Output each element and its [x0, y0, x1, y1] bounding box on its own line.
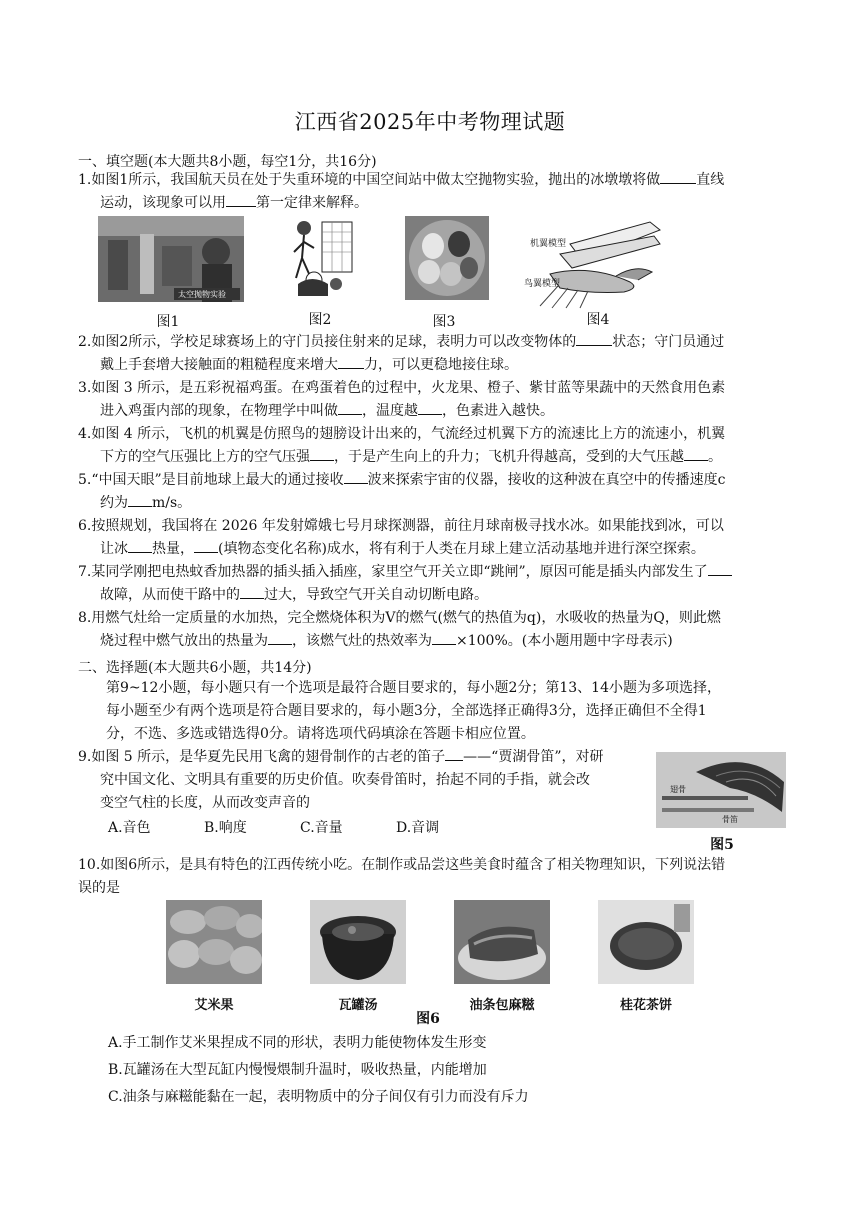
- q6-text: 6.按照规划，我国将在 2026 年发射嫦娥七号月球探测器，前往月球南极寻找水冰。如果能找到冰，可以: [78, 518, 724, 534]
- question-5: [78, 469, 790, 515]
- q7-text-2b: 过大，导致空气开关自动切断电路。: [264, 587, 488, 603]
- figure-5-bone-flute-photo: [656, 752, 786, 828]
- q5-text-2: 约为: [100, 495, 128, 511]
- q1-text: 1.如图1所示，我国航天员在处于失重环境的中国空间站中做太空抛物实验，抛出的冰墩墩将做: [78, 172, 661, 188]
- q2-text-2: 戴上手套增大接触面的粗糙程度来增大: [100, 357, 338, 373]
- figure-6-youtiaobaomaci-photo: [454, 900, 550, 984]
- figure-1-caption: 图1: [156, 314, 180, 330]
- answer-blank: [684, 446, 708, 461]
- q8-text-2b: ，该燃气灶的热效率为: [292, 633, 432, 649]
- figure-2-goalkeeper-drawing: [288, 214, 356, 302]
- question-3: [78, 377, 790, 423]
- answer-blank: [660, 169, 696, 184]
- q10-option-a: A.手工制作艾米果捏成不同的形状，表明力能使物体发生形变: [108, 1035, 487, 1051]
- q3-text: 3.如图 3 所示，是五彩祝福鸡蛋。在鸡蛋着色的过程中，火龙果、橙子、紫甘蓝等果蔬中的天然食用色素: [78, 380, 726, 396]
- figure-6-guihuachabing-photo: [598, 900, 694, 984]
- question-1: [78, 169, 790, 215]
- q4-text: 4.如图 4 所示，飞机的机翼是仿照鸟的翅膀设计出来的，气流经过机翼下方的流速比上方的流速小，机翼: [78, 426, 726, 442]
- q8-text-2: 烧过程中燃气放出的热量为: [100, 633, 268, 649]
- section-choice-heading: 二、选择题(本大题共6小题，共14分): [78, 660, 312, 676]
- q9-text-3: 变空气柱的长度，从而改变声音的: [100, 795, 310, 811]
- question-7: [78, 561, 790, 607]
- instr-line-3: 分，不选、多选或错选得0分。请将选项代码填涂在答题卡相应位置。: [106, 726, 535, 742]
- food-label-youtiaobaomaci: 油条包麻糍: [469, 998, 535, 1013]
- q2-text-2b: 力，可以更稳地接住球。: [364, 357, 518, 373]
- figure-4-caption: 图4: [586, 312, 610, 328]
- figure-3-caption: 图3: [432, 314, 456, 330]
- figure-6-aimiguo-photo: [166, 900, 262, 984]
- choice-instructions: [106, 677, 790, 746]
- q5-text: 5.“中国天眼”是目前地球上最大的通过接收: [78, 472, 344, 488]
- answer-blank: [338, 400, 362, 415]
- q3-text-2b: ，温度越: [362, 403, 418, 419]
- q6-text-2c: (填物态变化名称)成水，将有利于人类在月球上建立活动基地并进行深空探索。: [218, 541, 705, 557]
- question-2: [78, 331, 790, 377]
- q8-text-2c: ×100%。(本小题用题中字母表示): [456, 633, 673, 649]
- q4-text-2: 下方的空气压强比上方的空气压强: [100, 449, 310, 465]
- answer-blank: [128, 538, 152, 553]
- answer-blank: [194, 538, 218, 553]
- figure-1-space-station-photo: [98, 216, 244, 302]
- q4-text-2c: 。: [708, 449, 722, 465]
- answer-blank: [576, 331, 612, 346]
- figure-4-label-wing-model: 机翼模型: [530, 239, 567, 249]
- q10-text: 10.如图6所示，是具有特色的江西传统小吃。在制作或品尝这些美食时蕴含了相关物理知识，下列说法错: [78, 857, 726, 873]
- q3-text-2c: ，色素进入越快。: [442, 403, 554, 419]
- answer-blank: [226, 192, 256, 207]
- q5-text-2b: m/s。: [152, 495, 192, 511]
- q10-option-c: C.油条与麻糍能黏在一起，表明物质中的分子间仅有引力而没有斥力: [108, 1089, 529, 1105]
- food-label-guihuachabing: 桂花茶饼: [619, 998, 672, 1013]
- question-9: [78, 746, 648, 815]
- q2-text-b: 状态；守门员通过: [612, 334, 725, 350]
- q2-text: 2.如图2所示，学校足球赛场上的守门员接住射来的足球，表明力可以改变物体的: [78, 334, 577, 350]
- q9-option-d: D.音调: [396, 820, 440, 836]
- q9-text: 9.如图 5 所示，是华夏先民用飞禽的翅骨制作的古老的笛子: [78, 749, 446, 765]
- q9-text-2: 究中国文化、文明具有重要的历史价值。吹奏骨笛时，抬起不同的手指，就会改: [100, 772, 590, 788]
- figure-6-waguantang-photo: [310, 900, 406, 984]
- q7-text-2: 故障，从而使干路中的: [100, 587, 240, 603]
- q10-option-b: B.瓦罐汤在大型瓦缸内慢慢煨制升温时，吸收热量，内能增加: [108, 1062, 487, 1078]
- answer-blank: [432, 630, 456, 645]
- answer-blank: [344, 469, 368, 484]
- q7-text: 7.某同学刚把电热蚊香加热器的插头插入插座，家里空气开关立即“跳闸”，原因可能是插头内部发生了: [78, 564, 708, 580]
- question-4: [78, 423, 790, 469]
- q6-text-2b: 热量，: [152, 541, 194, 557]
- question-8: [78, 607, 790, 653]
- q9-option-a: A.音色: [108, 820, 151, 836]
- question-10: [78, 854, 790, 900]
- answer-blank: [445, 746, 463, 761]
- figure-5-label-bone-flute: 骨笛: [722, 815, 738, 824]
- answer-blank: [418, 400, 442, 415]
- answer-blank: [338, 354, 364, 369]
- q8-text: 8.用燃气灶给一定质量的水加热，完全燃烧体积为V的燃气(燃气的热值为q)，水吸收的热量为Q，则此燃: [78, 610, 721, 626]
- answer-blank: [268, 630, 292, 645]
- q5-text-b: 波来探索宇宙的仪器，接收的这种波在真空中的传播速度c: [367, 472, 726, 488]
- figure-5-caption: 图5: [710, 837, 734, 853]
- figure-6-caption: 图6: [416, 1011, 440, 1027]
- q9-text-b: ——“贾湖骨笛”，对研: [463, 749, 604, 765]
- instr-line-2: 每小题至少有两个选项是符合题目要求的，每小题3分，全部选择正确得3分，选择正确但不全得1: [106, 703, 707, 719]
- answer-blank: [310, 446, 334, 461]
- q10-text-2: 误的是: [78, 880, 120, 896]
- q9-option-c: C.音量: [300, 820, 343, 836]
- answer-blank: [128, 492, 152, 507]
- q6-text-2: 让冰: [100, 541, 128, 557]
- q4-text-2b: ，于是产生向上的升力；飞机升得越高，受到的大气压越: [334, 449, 684, 465]
- figure-4-label-bird-wing-model: 鸟翼模型: [524, 279, 561, 289]
- page-title: 江西省2025年中考物理试题: [294, 110, 566, 134]
- q9-options: [108, 817, 492, 837]
- figure-1-tag: 太空抛物实验: [178, 290, 226, 299]
- food-label-aimiguo: 艾米果: [194, 998, 234, 1013]
- instr-line-1: 第9~12小题，每小题只有一个选项是最符合题目要求的，每小题2分；第13、14小题为多项选择，: [106, 680, 721, 696]
- q1-text-2: 运动，该现象可以用: [100, 195, 226, 211]
- q1-text-2b: 第一定律来解释。: [256, 195, 368, 211]
- answer-blank: [240, 584, 264, 599]
- section-fill-blank-heading: 一、填空题(本大题共8小题，每空1分，共16分): [78, 154, 377, 170]
- figure-4-wing-models-drawing: [520, 214, 664, 310]
- q1-text-b: 直线: [696, 172, 725, 188]
- figure-5-label-wing-bone: 翅骨: [670, 785, 686, 794]
- figure-3-colored-eggs-photo: [405, 216, 489, 300]
- answer-blank: [708, 561, 732, 576]
- food-label-waguantang: 瓦罐汤: [338, 998, 378, 1013]
- q9-option-b: B.响度: [204, 820, 247, 836]
- q3-text-2: 进入鸡蛋内部的现象，在物理学中叫做: [100, 403, 338, 419]
- question-6: [78, 515, 790, 561]
- figure-2-caption: 图2: [308, 312, 332, 328]
